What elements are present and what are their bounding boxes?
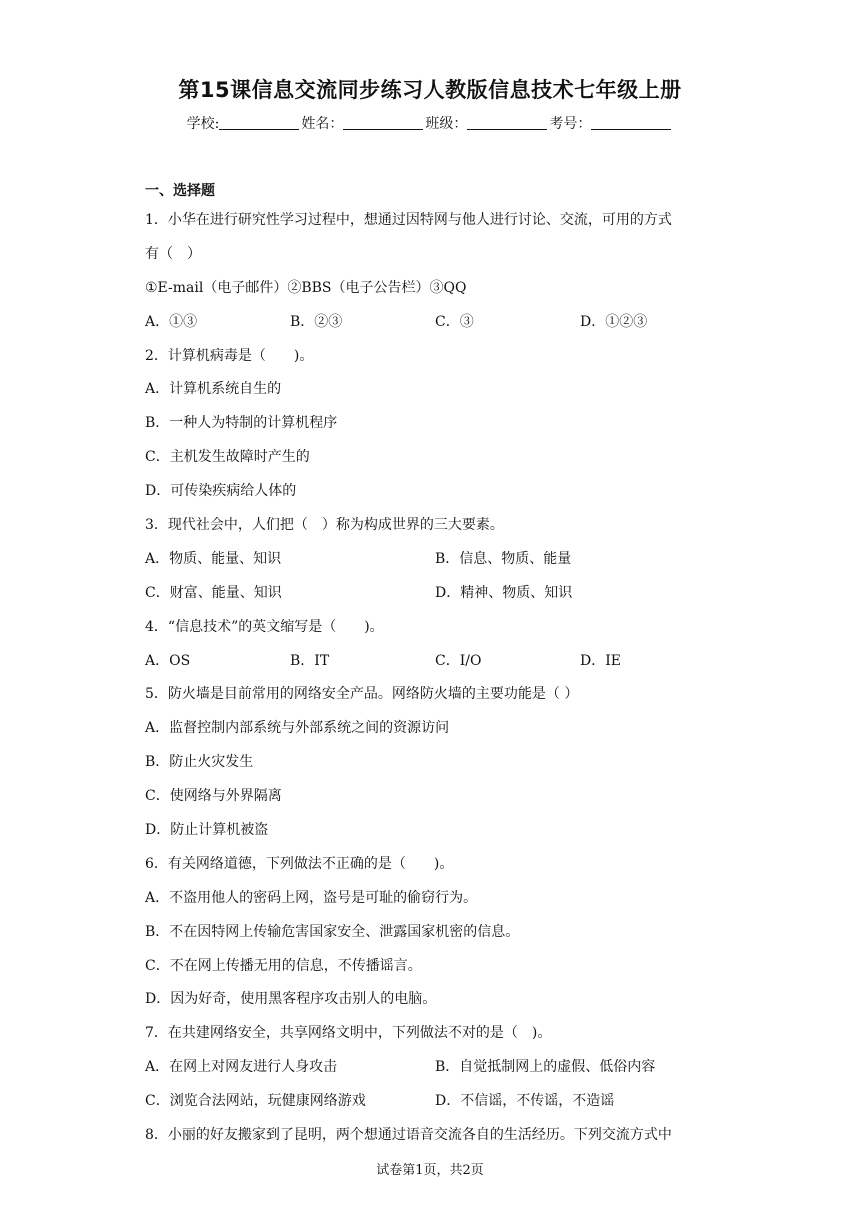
option-d[interactable]: D．不信谣，不传谣，不造谣	[435, 1093, 615, 1110]
class-blank[interactable]	[467, 115, 547, 130]
option-a[interactable]: A．监督控制内部系统与外部系统之间的资源访问	[145, 720, 450, 737]
option-c[interactable]: C．I/O	[435, 652, 482, 669]
option-d[interactable]: D．因为好奇，使用黑客程序攻击别人的电脑。	[145, 991, 437, 1008]
question-stem: 3．现代社会中，人们把（ ）称为构成世界的三大要素。	[145, 517, 504, 534]
student-info-line	[0, 113, 860, 133]
name-blank[interactable]	[343, 115, 423, 130]
option-c[interactable]: C．浏览合法网站，玩健康网络游戏	[145, 1093, 366, 1110]
option-d[interactable]: D．精神、物质、知识	[435, 584, 573, 601]
option-c[interactable]: C．使网络与外界隔离	[145, 788, 282, 805]
question-stem: 4．“信息技术”的英文缩写是（ )。	[145, 618, 384, 635]
option-b[interactable]: B．不在因特网上传输危害国家安全、泄露国家机密的信息。	[145, 923, 520, 940]
exam-no-blank[interactable]	[591, 115, 671, 130]
class-label: 班级：	[425, 116, 468, 132]
options-row	[145, 645, 725, 679]
option-a[interactable]: A．不盗用他人的密码上网，盗号是可耻的偷窃行为。	[145, 889, 478, 906]
exam-no-label: 考号：	[549, 116, 592, 132]
option-a[interactable]: A．①③	[145, 313, 198, 330]
question-2	[145, 340, 725, 509]
option-b[interactable]: B．自觉抵制网上的虚假、低俗内容	[435, 1059, 656, 1076]
question-stem: 7．在共建网络安全，共享网络文明中，下列做法不对的是（ )。	[145, 1025, 552, 1042]
options-row	[145, 577, 725, 611]
option-b[interactable]: B．一种人为特制的计算机程序	[145, 415, 338, 432]
option-d[interactable]: D．防止计算机被盗	[145, 822, 269, 839]
question-8	[145, 1119, 725, 1153]
question-1	[145, 204, 725, 340]
question-3	[145, 509, 725, 611]
question-stem: ①E-mail（电子邮件）②BBS（电子公告栏）③QQ	[145, 279, 467, 296]
options-row	[145, 1051, 725, 1085]
option-b[interactable]: B．防止火灾发生	[145, 754, 254, 771]
option-c[interactable]: C．③	[435, 313, 474, 330]
option-b[interactable]: B．IT	[290, 652, 330, 669]
question-5	[145, 678, 725, 847]
question-list	[145, 204, 725, 1153]
question-4	[145, 611, 725, 679]
options-row	[145, 306, 725, 340]
option-a[interactable]: A．在网上对网友进行人身攻击	[145, 1059, 338, 1076]
exam-title: 第15课信息交流同步练习人教版信息技术七年级上册	[178, 78, 682, 102]
options-row	[145, 543, 725, 577]
option-c[interactable]: C．财富、能量、知识	[145, 584, 282, 601]
option-d[interactable]: D．①②③	[580, 313, 648, 330]
option-c[interactable]: C．主机发生故障时产生的	[145, 449, 310, 466]
option-a[interactable]: A．OS	[145, 652, 191, 669]
question-stem: 1．小华在进行研究性学习过程中，想通过因特网与他人进行讨论、交流，可用的方式	[145, 212, 672, 228]
name-label: 姓名：	[301, 116, 344, 132]
question-stem: 2．计算机病毒是（ )。	[145, 347, 314, 364]
option-d[interactable]: D．IE	[580, 652, 621, 669]
option-d[interactable]: D．可传染疾病给人体的	[145, 483, 297, 500]
option-a[interactable]: A．物质、能量、知识	[145, 550, 282, 567]
school-blank[interactable]	[219, 115, 299, 130]
school-label: 学校:	[186, 116, 220, 132]
question-6	[145, 848, 725, 1017]
question-stem: 有（ ）	[145, 245, 201, 262]
option-a[interactable]: A．计算机系统自生的	[145, 381, 282, 398]
section-title: 一、选择题	[145, 183, 215, 199]
option-b[interactable]: B．信息、物质、能量	[435, 550, 572, 567]
option-c[interactable]: C．不在网上传播无用的信息，不传播谣言。	[145, 957, 422, 974]
page-footer: 试卷第1页，共2页	[376, 1163, 484, 1178]
question-stem: 6．有关网络道德，下列做法不正确的是（ )。	[145, 855, 454, 872]
question-stem: 8．小丽的好友搬家到了昆明，两个想通过语音交流各自的生活经历。下列交流方式中	[145, 1127, 672, 1144]
options-row	[145, 1085, 725, 1119]
question-7	[145, 1017, 725, 1119]
option-b[interactable]: B．②③	[290, 313, 343, 330]
question-stem: 5．防火墙是目前常用的网络安全产品。网络防火墙的主要功能是（ ）	[145, 686, 579, 703]
